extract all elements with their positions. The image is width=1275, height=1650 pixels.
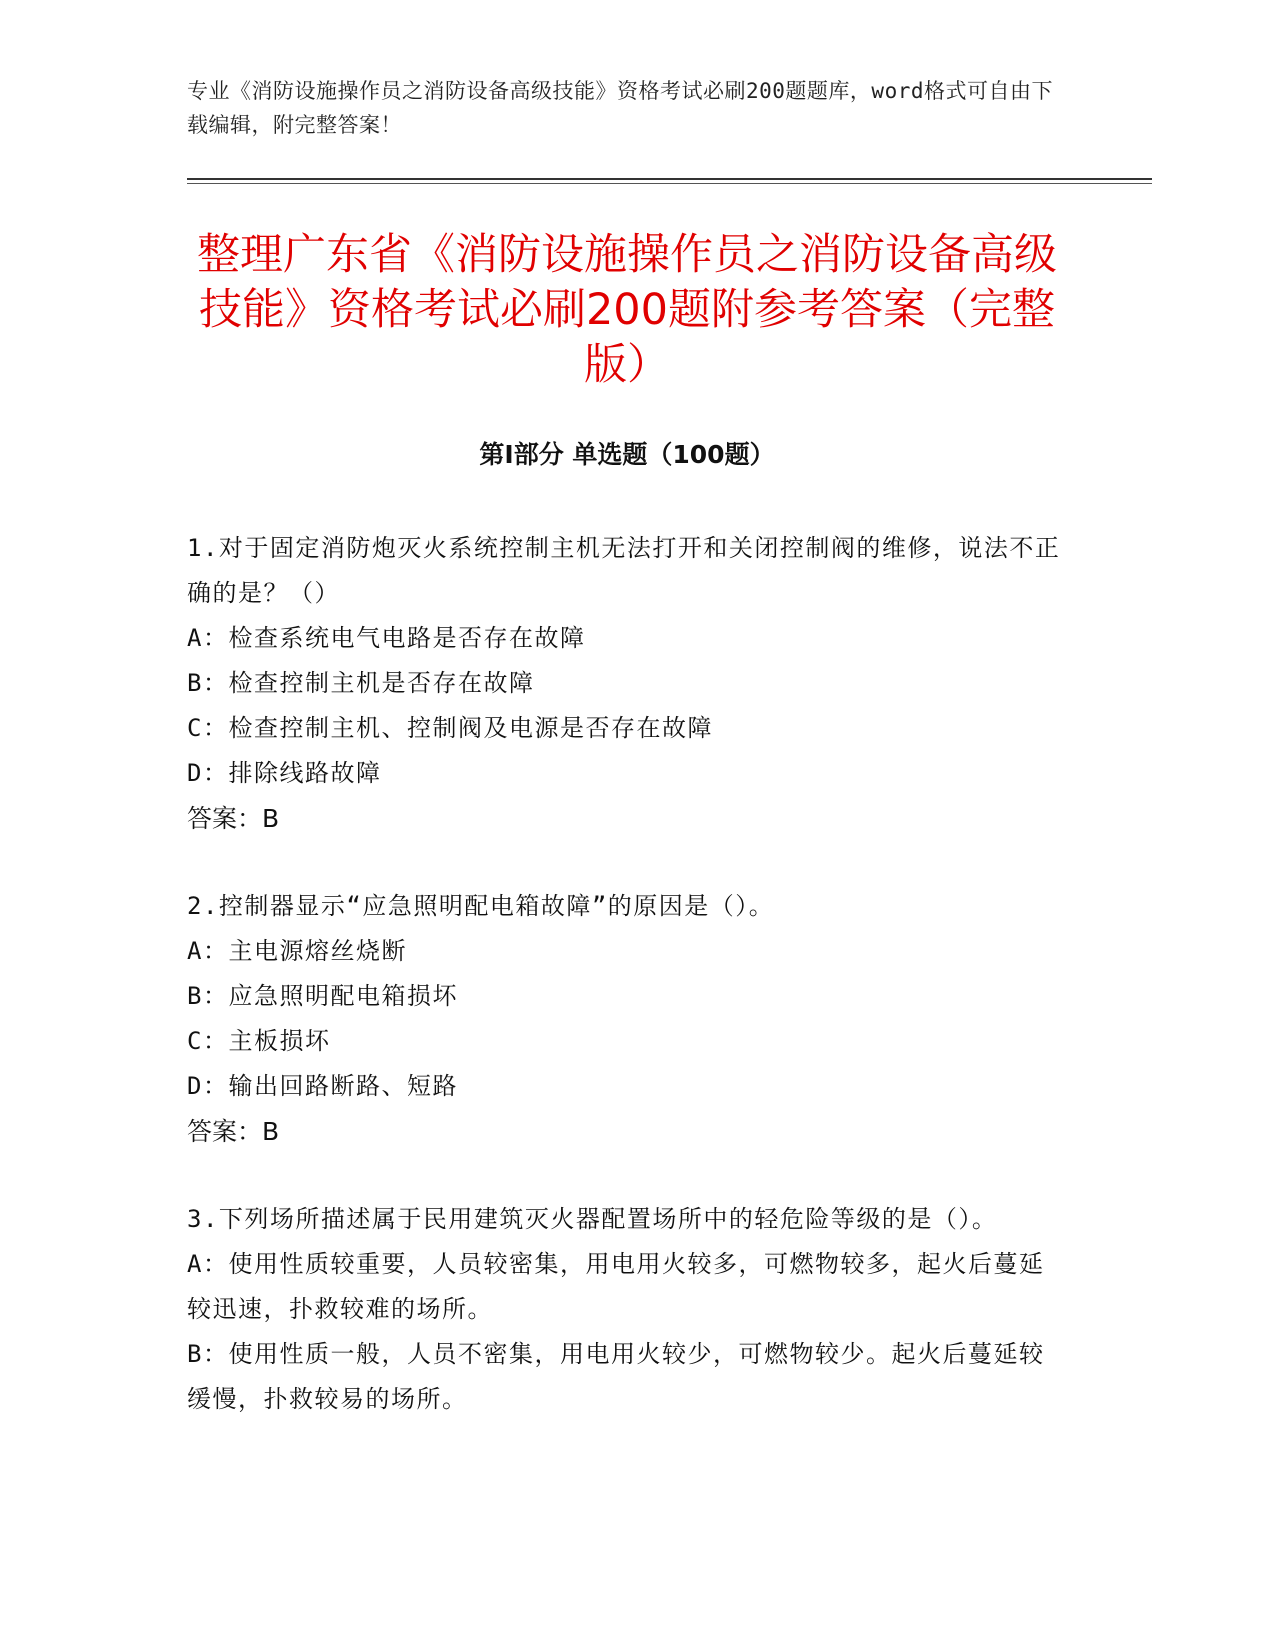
question-3 (187, 1197, 1067, 1422)
question-2 (187, 884, 1067, 1154)
option-c: C：主板损坏 (187, 1027, 331, 1055)
answer: 答案：B (187, 1117, 280, 1146)
option-b: B：使用性质一般，人员不密集，用电用火较少，可燃物较少。起火后蔓延较缓慢，扑救较易的场所。 (187, 1340, 1045, 1413)
document-title: 整理广东省《消防设施操作员之消防设备高级技能》资格考试必刷200题附参考答案（完整版） (197, 230, 1057, 390)
answer: 答案：B (187, 804, 280, 833)
question-text: 3.下列场所描述属于民用建筑灭火器配置场所中的轻危险等级的是（）。 (187, 1205, 998, 1233)
option-a: A：主电源熔丝烧断 (187, 937, 407, 965)
question-text: 1.对于固定消防炮灭火系统控制主机无法打开和关闭控制阀的维修，说法不正确的是？（） (187, 534, 1061, 607)
question-text: 2.控制器显示“应急照明配电箱故障”的原因是（）。 (187, 892, 775, 920)
question-list (187, 526, 1067, 1465)
option-b: B：应急照明配电箱损坏 (187, 982, 458, 1010)
option-b: B：检查控制主机是否存在故障 (187, 669, 535, 697)
option-a: A：检查系统电气电路是否存在故障 (187, 624, 586, 652)
header-divider-thick (187, 178, 1152, 180)
option-c: C：检查控制主机、控制阀及电源是否存在故障 (187, 714, 713, 742)
header-note: 专业《消防设施操作员之消防设备高级技能》资格考试必刷200题题库，word格式可自由下载编辑，附完整答案！ (187, 79, 1053, 137)
option-a: A：使用性质较重要，人员较密集，用电用火较多，可燃物较多，起火后蔓延较迅速，扑救较难的场所。 (187, 1250, 1045, 1323)
option-d: D：输出回路断路、短路 (187, 1072, 458, 1100)
question-1 (187, 526, 1067, 841)
section-title: 第Ⅰ部分 单选题（100题） (479, 440, 775, 469)
option-d: D：排除线路故障 (187, 759, 382, 787)
header-divider-thin (187, 183, 1152, 184)
